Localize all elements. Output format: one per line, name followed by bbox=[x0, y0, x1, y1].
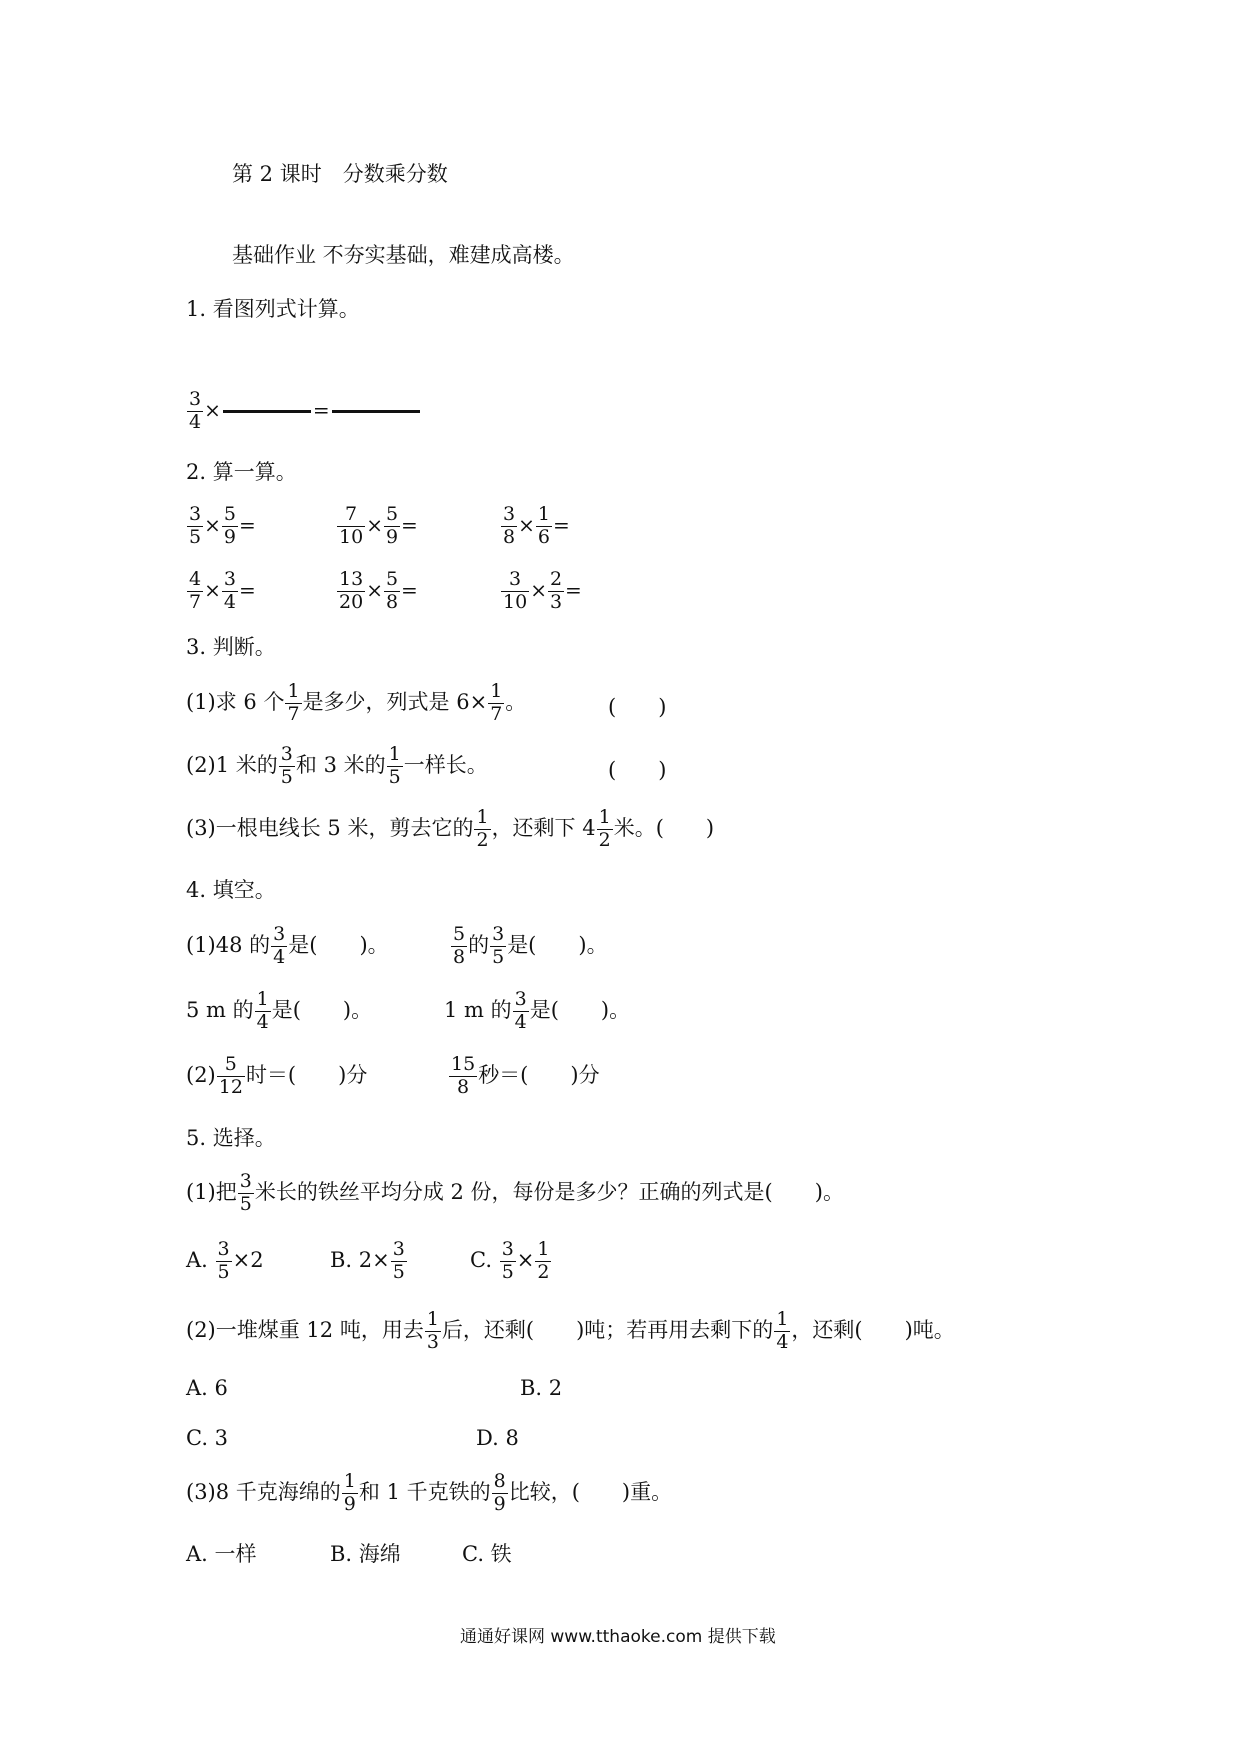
q2-problem: $\frac{4}{7}$ × $\frac{3}{4}$ = bbox=[189, 568, 256, 613]
option-c[interactable]: C. $\frac{3}{5}$ × $\frac{1}{2}$ bbox=[470, 1238, 550, 1283]
q2-problem: $\frac{3}{8}$ × $\frac{1}{6}$ = bbox=[503, 503, 570, 548]
q2-problem: $\frac{13}{20}$ × $\frac{5}{8}$ = bbox=[339, 568, 418, 613]
q5-heading: 5. 选择。 bbox=[186, 1126, 276, 1150]
option-c[interactable]: C. 铁 bbox=[462, 1542, 512, 1566]
q4-item: (1)48 的 $\frac{3}{4}$ 是( )。 bbox=[186, 923, 389, 968]
q3-item-2: (2)1 米的 $\frac{3}{5}$ 和 3 米的 $\frac{1}{5}$ 一样长。 bbox=[186, 743, 488, 788]
fraction: $\frac{3}{4}$ bbox=[189, 388, 202, 433]
footer-credit: 通通好课网 www.tthaoke.com 提供下载 bbox=[460, 1627, 776, 1647]
q3-item-3: (3)一根电线长 5 米，剪去它的 $\frac{1}{2}$ ，还剩下 4 $\frac{1}{2}$ 米。( ) bbox=[186, 806, 715, 851]
q5-item-1: (1)把 $\frac{3}{5}$ 米长的铁丝平均分成 2 份，每份是多少？正确的列式是( )。 bbox=[186, 1170, 844, 1215]
q1-expression: $\frac{3}{4}$ × = bbox=[186, 390, 422, 433]
q4-item: $\frac{15}{8}$ 秒＝( )分 bbox=[451, 1053, 600, 1098]
option-a[interactable]: A. $\frac{3}{5}$ ×2 bbox=[186, 1238, 264, 1283]
q2-problem: $\frac{3}{5}$ × $\frac{5}{9}$ = bbox=[189, 503, 256, 548]
option-b[interactable]: B. 2× $\frac{3}{5}$ bbox=[330, 1238, 405, 1283]
answer-blank[interactable] bbox=[223, 410, 311, 413]
q3-item-1: (1)求 6 个 $\frac{1}{7}$ 是多少，列式是 6× $\frac{1}{7}$ 。 bbox=[186, 680, 527, 725]
option-a[interactable]: A. 一样 bbox=[186, 1542, 257, 1566]
option-c[interactable]: C. 3 bbox=[186, 1426, 229, 1450]
q3-heading: 3. 判断。 bbox=[186, 635, 276, 659]
q4-item: $\frac{5}{8}$ 的 $\frac{3}{5}$ 是( )。 bbox=[453, 923, 608, 968]
q2-heading: 2. 算一算。 bbox=[186, 460, 297, 484]
answer-paren[interactable]: ( ) bbox=[608, 695, 667, 719]
lesson-title: 第 2 课时 分数乘分数 bbox=[232, 162, 448, 186]
q2-problem: $\frac{3}{10}$ × $\frac{2}{3}$ = bbox=[503, 568, 582, 613]
q4-item: 5 m 的 $\frac{1}{4}$ 是( )。 bbox=[186, 988, 373, 1033]
q4-item: (2) $\frac{5}{12}$ 时＝( )分 bbox=[186, 1053, 368, 1098]
q2-problem: $\frac{7}{10}$ × $\frac{5}{9}$ = bbox=[339, 503, 418, 548]
q4-item: 1 m 的 $\frac{3}{4}$ 是( )。 bbox=[444, 988, 631, 1033]
option-d[interactable]: D. 8 bbox=[476, 1426, 519, 1450]
option-a[interactable]: A. 6 bbox=[186, 1376, 228, 1400]
answer-paren[interactable]: ( ) bbox=[608, 758, 667, 782]
q5-item-2: (2)一堆煤重 12 吨，用去 $\frac{1}{3}$ 后，还剩( )吨；若再用去剩下的 $\frac{1}{4}$ ，还剩( )吨。 bbox=[186, 1308, 955, 1353]
answer-blank[interactable] bbox=[332, 410, 420, 413]
option-b[interactable]: B. 海绵 bbox=[330, 1542, 401, 1566]
option-b[interactable]: B. 2 bbox=[520, 1376, 563, 1400]
q4-heading: 4. 填空。 bbox=[186, 878, 276, 902]
q5-item-3: (3)8 千克海绵的 $\frac{1}{9}$ 和 1 千克铁的 $\frac{8}{9}$ 比较，( )重。 bbox=[186, 1470, 673, 1515]
section-subtitle: 基础作业 不夯实基础，难建成高楼。 bbox=[232, 243, 575, 267]
q1-heading: 1. 看图列式计算。 bbox=[186, 297, 360, 321]
